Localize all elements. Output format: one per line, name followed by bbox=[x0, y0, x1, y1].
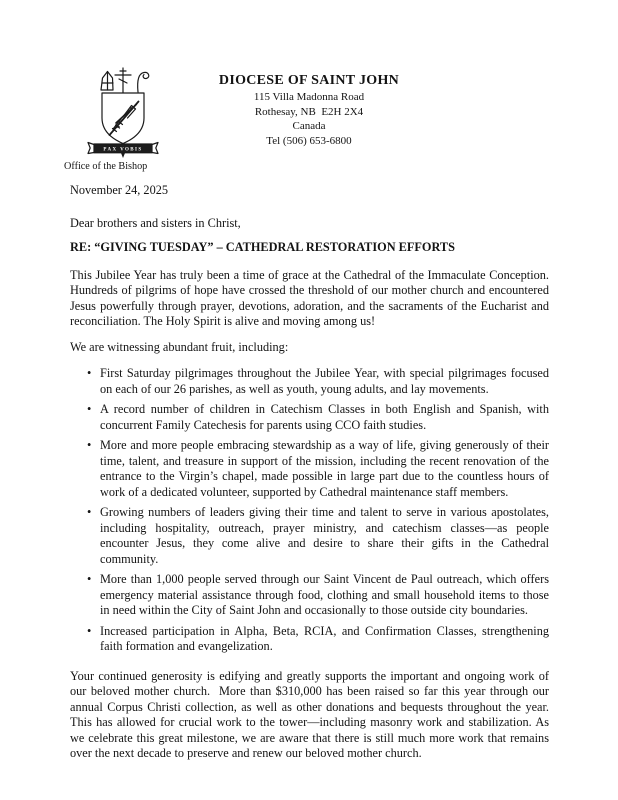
bullet-item: • Increased participation in Alpha, Beta, RCIA, and Confirmation Classes, strengthening faith formation and evangelization. bbox=[100, 624, 549, 655]
address-line-3: Canada bbox=[292, 120, 326, 132]
fruits-bullet-list bbox=[70, 366, 549, 655]
bullet-item: • Growing numbers of leaders giving their time and talent to serve in various apostolates, including hospitality, outreach, prayer ministry, and catechism classes—as people encounter Jesus, they come alive and desire to share their gifts in the Cathedral community. bbox=[100, 505, 549, 567]
letterhead bbox=[0, 73, 618, 148]
org-name: DIOCESE OF SAINT JOHN bbox=[218, 73, 400, 88]
intro-line: We are witnessing abundant fruit, including: bbox=[70, 339, 289, 354]
bullet-item: • More and more people embracing stewardship as a way of life, giving generously of their time, talent, and treasure in support of the mission, including the recent renovation of the entrance to the Virgin’s chapel, made possible in large part due to the countless hours of work of a dedicated volunteer, supported by Cathedral maintenance staff members. bbox=[100, 438, 549, 500]
subject-line: RE: “GIVING TUESDAY” – CATHEDRAL RESTORATION EFFORTS bbox=[70, 240, 455, 254]
bullet-item: • More than 1,000 people served through our Saint Vincent de Paul outreach, which offers emergency material assistance through food, clothing and small household items to those in need within the City of Saint John and occasionally to those outside city boundaries. bbox=[100, 572, 549, 619]
office-title: Office of the Bishop bbox=[64, 161, 148, 172]
letter-body bbox=[70, 183, 549, 762]
closing-paragraph: Your continued generosity is edifying and greatly supports the important and ongoing work of our beloved mother church. More than $310,000 has been raised so far this year through our annual Corpus Christi collection, as well as other donations and bequests throughout the year. This has allowed for crucial work to the tower—including masonry work and stabilization. As we celebrate this great milestone, we are aware that there is still much more work that remains over the next decade to preserve and renew our beloved mother church. bbox=[70, 668, 549, 760]
bullet-item: • First Saturday pilgrimages throughout the Jubilee Year, with special pilgrimages focused on each of our 26 parishes, as well as youth, young adults, and lay movements. bbox=[100, 366, 549, 397]
address-line-2: Rothesay, NB E2H 2X4 bbox=[254, 105, 364, 118]
opening-paragraph: This Jubilee Year has truly been a time of grace at the Cathedral of the Immaculate Conception. Hundreds of pilgrims of hope have crossed the threshold of our mother church and encountered Jesus powerfully through prayer, devotions, adoration, and the sacraments of the Eucharist and reconciliation. The Holy Spirit is alive and moving among us! bbox=[70, 267, 549, 328]
crest-motto: PAX VOBIS bbox=[103, 147, 143, 153]
address-line-1: 115 Villa Madonna Road bbox=[253, 91, 365, 103]
letter-date: November 24, 2025 bbox=[70, 183, 169, 197]
phone-number: Tel (506) 653-6800 bbox=[266, 134, 352, 147]
bullet-item: • A record number of children in Catechism Classes in both English and Spanish, with concurrent Family Catechesis for parents using CCO faith studies. bbox=[100, 402, 549, 433]
salutation: Dear brothers and sisters in Christ, bbox=[70, 215, 241, 230]
